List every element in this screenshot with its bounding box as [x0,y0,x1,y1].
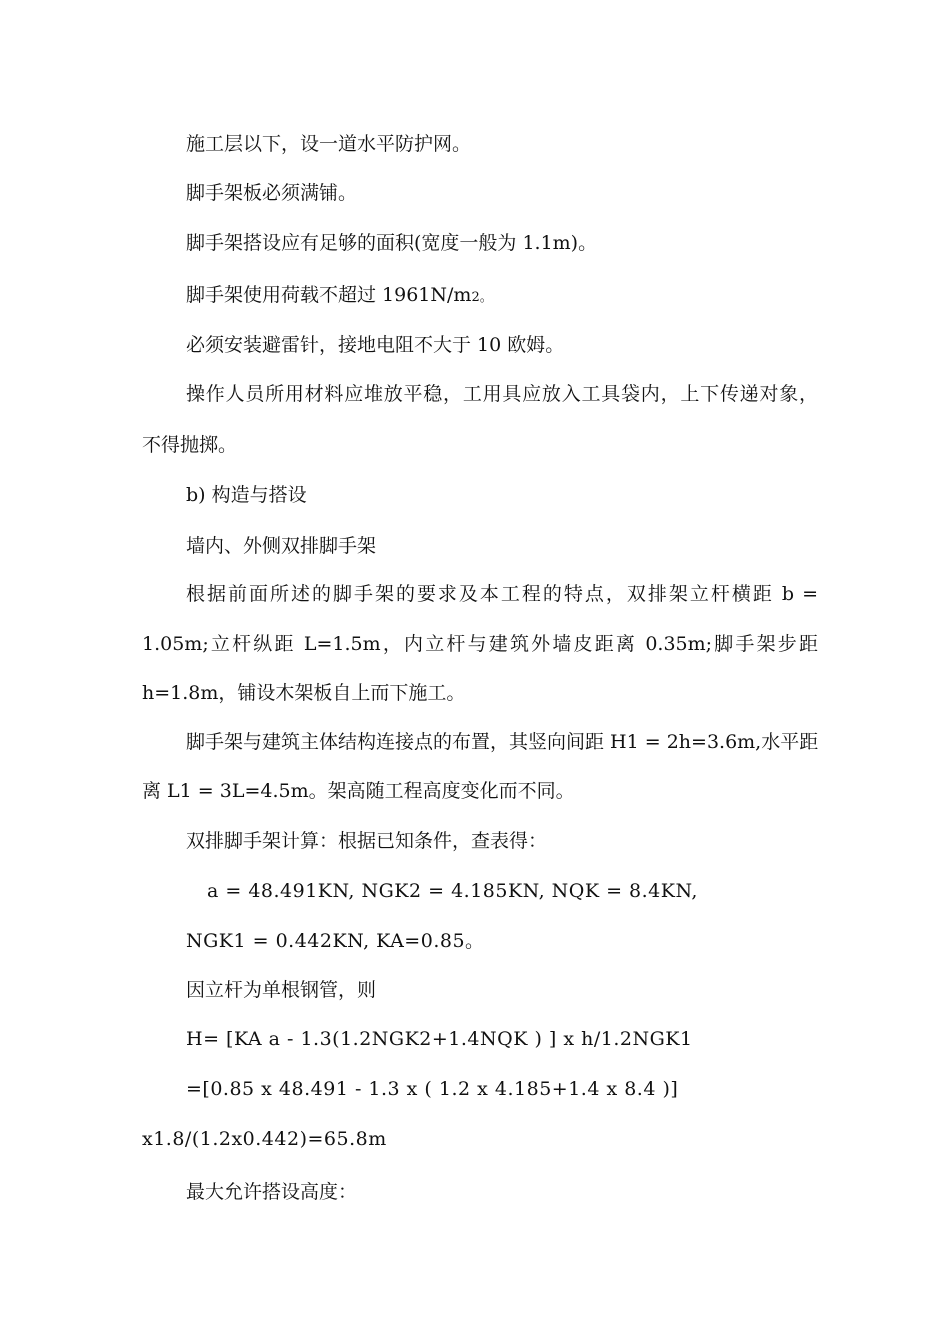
paragraph-line: 脚手架与建筑主体结构连接点的布置，其竖向间距 H1 = 2h=3.6m,水平距 [186,731,819,753]
paragraph-line: 1.05m;立杆纵距 L=1.5m，内立杆与建筑外墙皮距离 0.35m;脚手架步距 [142,633,818,655]
formula-line: =[0.85 x 48.491 - 1.3 x ( 1.2 x 4.185+1.4 x 8.4 )] [186,1078,679,1100]
formula-line: x1.8/(1.2x0.442)=65.8m [142,1128,387,1150]
unit-superscript: 2。 [471,290,493,305]
paragraph-line: 操作人员所用材料应堆放平稳，工用具应放入工具袋内，上下传递对象， [186,383,818,405]
load-limit-text: 脚手架使用荷载不超过 1961N/m [186,284,472,306]
paragraph-line [186,283,493,310]
paragraph-line: 必须安装避雷针，接地电阻不大于 10 欧姆。 [186,334,565,356]
subsection-heading: 墙内、外侧双排脚手架 [186,535,377,557]
section-heading: b) 构造与搭设 [186,484,307,506]
paragraph-line: 脚手架板必须满铺。 [186,182,358,204]
paragraph-line: 施工层以下，设一道水平防护网。 [186,133,472,155]
formula-line: H= [KA a - 1.3(1.2NGK2+1.4NQK ) ] x h/1.2NGK1 [186,1028,693,1050]
paragraph-line: 不得抛掷。 [142,434,238,456]
formula-line: a = 48.491KN, NGK2 = 4.185KN, NQK = 8.4KN, [207,880,698,902]
formula-line: NGK1 = 0.442KN, KA=0.85。 [186,930,485,952]
paragraph-line: h=1.8m，铺设木架板自上而下施工。 [142,682,466,704]
paragraph-line: 脚手架搭设应有足够的面积(宽度一般为 1.1m)。 [186,232,598,254]
paragraph-line: 最大允许搭设高度： [186,1181,358,1203]
paragraph-line: 因立杆为单根钢管，则 [186,979,377,1001]
paragraph-line: 根据前面所述的脚手架的要求及本工程的特点，双排架立杆横距 b = [186,583,818,605]
paragraph-line: 双排脚手架计算：根据已知条件，查表得： [186,830,548,852]
paragraph-line: 离 L1 = 3L=4.5m。架高随工程高度变化而不同。 [142,780,575,802]
